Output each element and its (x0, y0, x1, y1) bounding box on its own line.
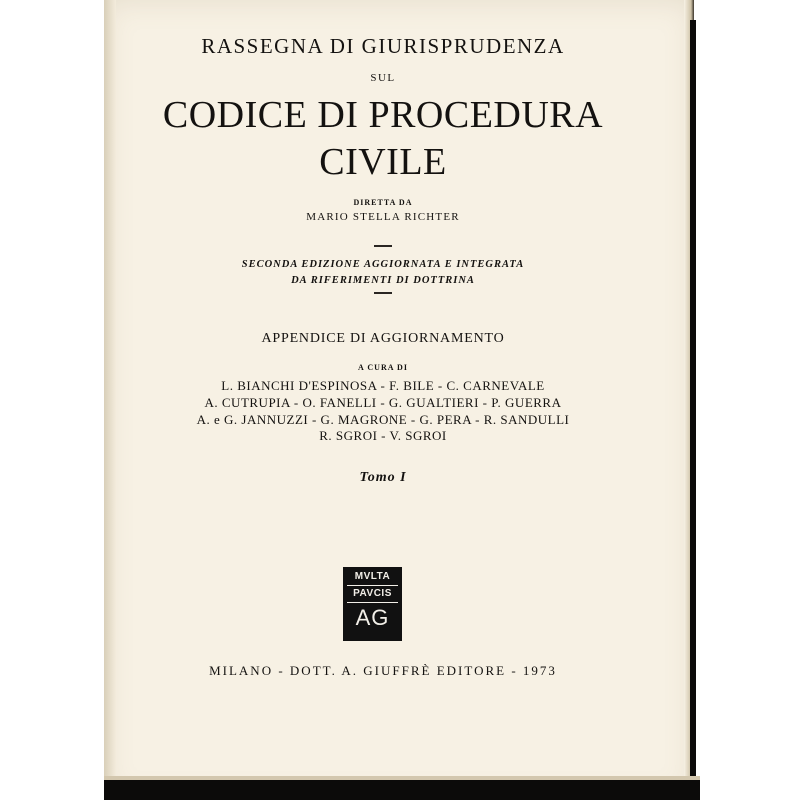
edited-by-label: A CURA DI (358, 363, 408, 372)
book-cover-bottom (104, 776, 700, 800)
logo-text-line-1: MVLTA (354, 571, 391, 582)
main-title-line-2: CIVILE (319, 141, 447, 183)
separator-dash (374, 245, 392, 247)
logo-monogram: AG (355, 605, 390, 630)
publisher-logo (343, 567, 402, 641)
page-binding-gutter (104, 0, 116, 800)
imprint: MILANO - DOTT. A. GIUFFRÈ EDITORE - 1973 (209, 663, 557, 678)
authors-line: L. BIANCHI D'ESPINOSA - F. BILE - C. CARNEVALE (221, 378, 545, 393)
authors-line: R. SGROI - V. SGROI (319, 428, 447, 443)
separator-dash (374, 292, 392, 294)
series-title: RASSEGNA DI GIURISPRUDENZA (201, 34, 565, 58)
director-name: MARIO STELLA RICHTER (306, 211, 460, 223)
book-cover-edge (690, 20, 696, 800)
logo-divider (347, 602, 398, 603)
volume-label: Tomo I (359, 470, 407, 485)
logo-divider (347, 585, 398, 586)
edition-line-1: SECONDA EDIZIONE AGGIORNATA E INTEGRATA (241, 259, 525, 270)
authors-line: A. CUTRUPIA - O. FANELLI - G. GUALTIERI - P. GUERRA (204, 395, 562, 410)
edition-line-2: DA RIFERIMENTI DI DOTTRINA (291, 275, 475, 286)
title-connector: SUL (370, 72, 396, 84)
appendix-title: APPENDICE DI AGGIORNAMENTO (261, 331, 505, 346)
logo-text-line-2: PAVCIS (353, 588, 392, 599)
directed-by-label: DIRETTA DA (353, 198, 413, 207)
authors-line: A. e G. JANNUZZI - G. MAGRONE - G. PERA - R. SANDULLI (196, 412, 570, 427)
main-title-line-1: CODICE DI PROCEDURA (162, 94, 604, 136)
